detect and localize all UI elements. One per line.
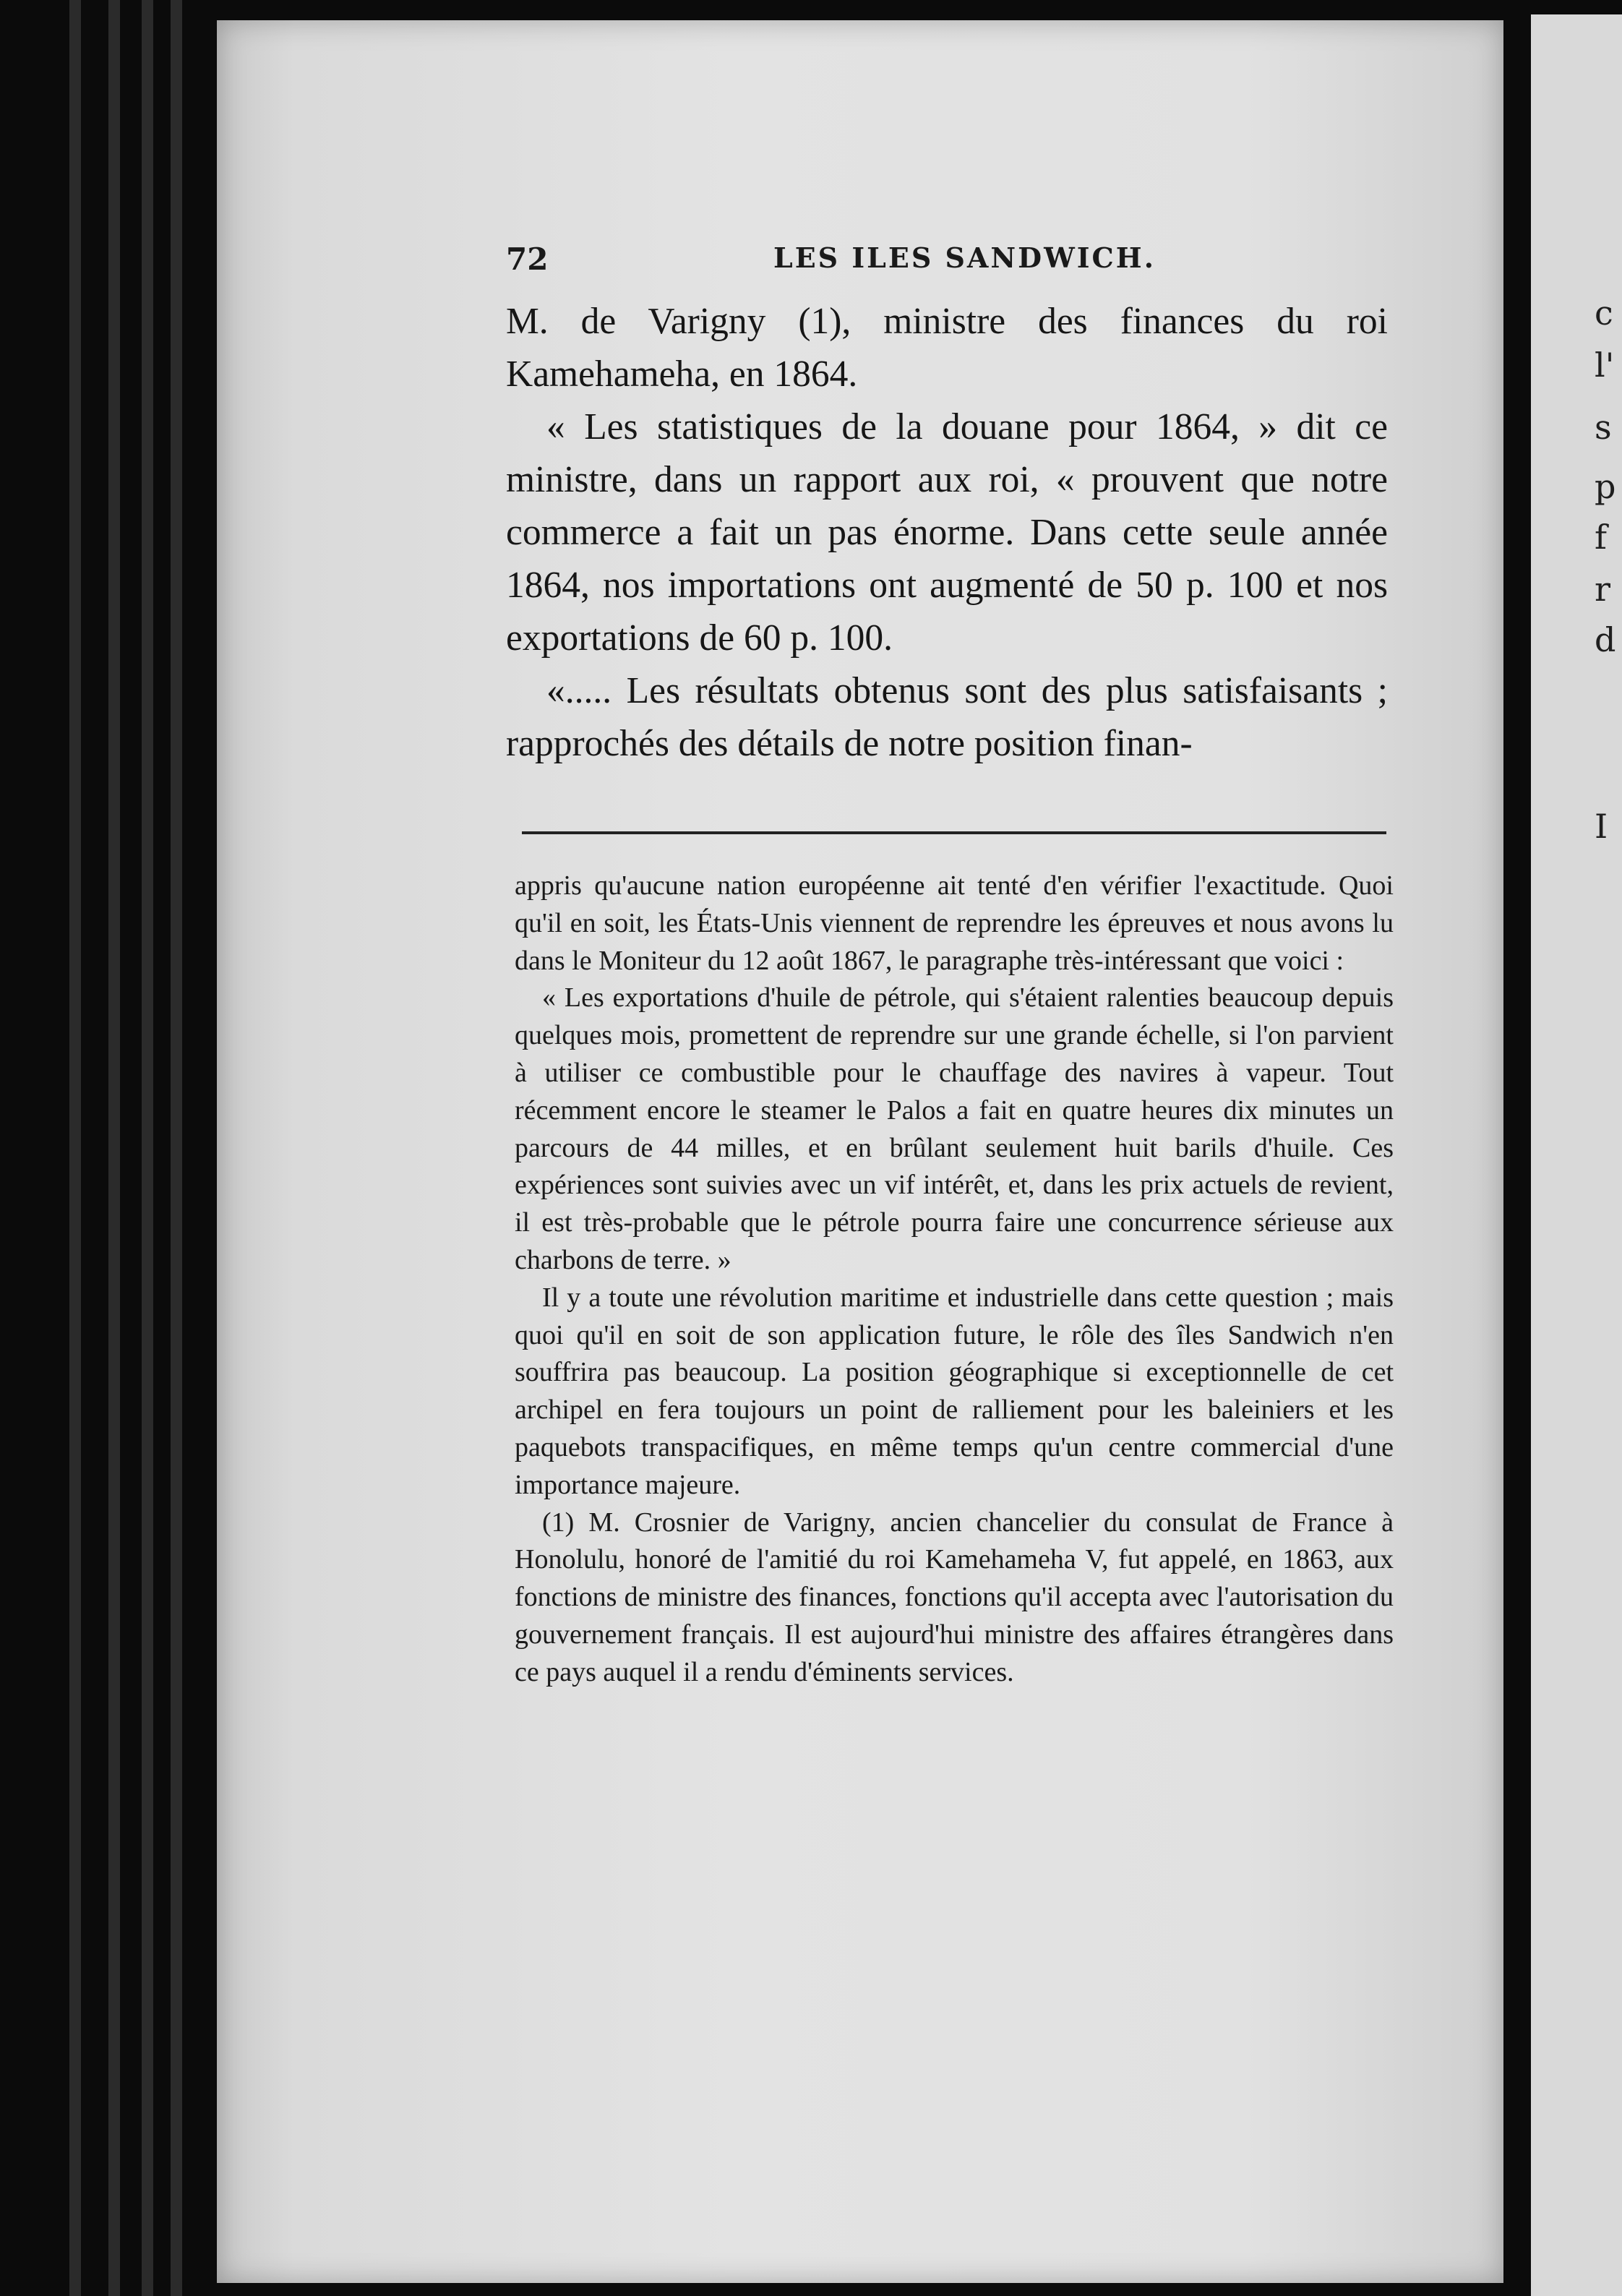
page-edge-line <box>171 0 182 2296</box>
adjacent-page-fragment: c <box>1595 294 1613 333</box>
adjacent-page-fragment: d <box>1595 620 1616 659</box>
running-head: LES ILES SANDWICH. <box>773 241 1156 274</box>
page-edge-line <box>69 0 81 2296</box>
footnote-paragraph: Il y a toute une révolution maritime et industrielle dans cette question ; mais quoi qu'il en soit de son application future, le rôle des îles Sandwich n'en souffrira pas beaucoup. La position géographique si exceptionnelle de cet archipel en fera toujours un point de ralliement pour les baleiniers et les paquebots transpacifiques, en même temps qu'un centre commercial d'une importance majeure. <box>515 1282 1394 1500</box>
footnote-paragraph: (1) M. Crosnier de Varigny, ancien chancelier du consulat de France à Honolulu, honoré de l'amitié du roi Kamehameha V, fut appelé, en 1863, aux fonctions de ministre des finances, fonctions qu'il accepta avec l'autorisation du gouvernement français. Il est aujourd'hui ministre des affaires étrangères dans ce pays auquel il a rendu d'éminents services. <box>515 1507 1394 1687</box>
adjacent-page-fragment: I <box>1595 807 1608 846</box>
footnotes <box>515 868 1394 1692</box>
adjacent-page-fragment: f <box>1595 518 1608 557</box>
adjacent-page-fragment: s <box>1595 408 1612 447</box>
footnote-divider <box>522 831 1386 834</box>
adjacent-page-strip <box>1531 14 1622 2296</box>
main-paragraph: «..... Les résultats obtenus sont des plus satisfaisants ; rapprochés des détails de notre position finan- <box>506 670 1388 764</box>
main-text <box>506 295 1388 770</box>
page-edge-line <box>108 0 120 2296</box>
footnote-paragraph: appris qu'aucune nation européenne ait tenté d'en vérifier l'exactitude. Quoi qu'il en soit, les États-Unis viennent de reprendre les épreuves et nous avons lu dans le Moniteur du 12 août 1867, le paragraphe très-intéressant que voici : <box>515 870 1394 976</box>
adjacent-page-fragment: l' <box>1595 346 1615 385</box>
page-number: 72 <box>506 241 549 277</box>
page-header <box>506 241 1388 285</box>
main-paragraph: M. de Varigny (1), ministre des finances du roi Kamehameha, en 1864. <box>506 301 1388 395</box>
page-edge-line <box>142 0 153 2296</box>
adjacent-page-fragment: r <box>1595 570 1610 609</box>
footnote-paragraph: « Les exportations d'huile de pétrole, qui s'étaient ralenties beaucoup depuis quelques mois, promettent de reprendre sur une grande échelle, si l'on parvient à utiliser ce combustible pour le chauffage des navires à vapeur. Tout récemment encore le steamer le Palos a fait en quatre heures dix minutes un parcours de 44 milles, et en brûlant seulement huit barils d'huile. Ces expériences sont suivies avec un vif intérêt, et, dans les prix actuels de revient, il est très-probable que le pétrole pourra faire une concurrence sérieuse aux charbons de terre. » <box>515 982 1394 1275</box>
adjacent-page-fragment: p <box>1595 467 1616 506</box>
main-paragraph: « Les statistiques de la douane pour 1864, » dit ce ministre, dans un rapport aux roi, « prouvent que notre commerce a fait un pas énorme. Dans cette seule année 1864, nos importations ont augmenté de 50 p. 100 et nos exportations de 60 p. 100. <box>506 406 1388 659</box>
